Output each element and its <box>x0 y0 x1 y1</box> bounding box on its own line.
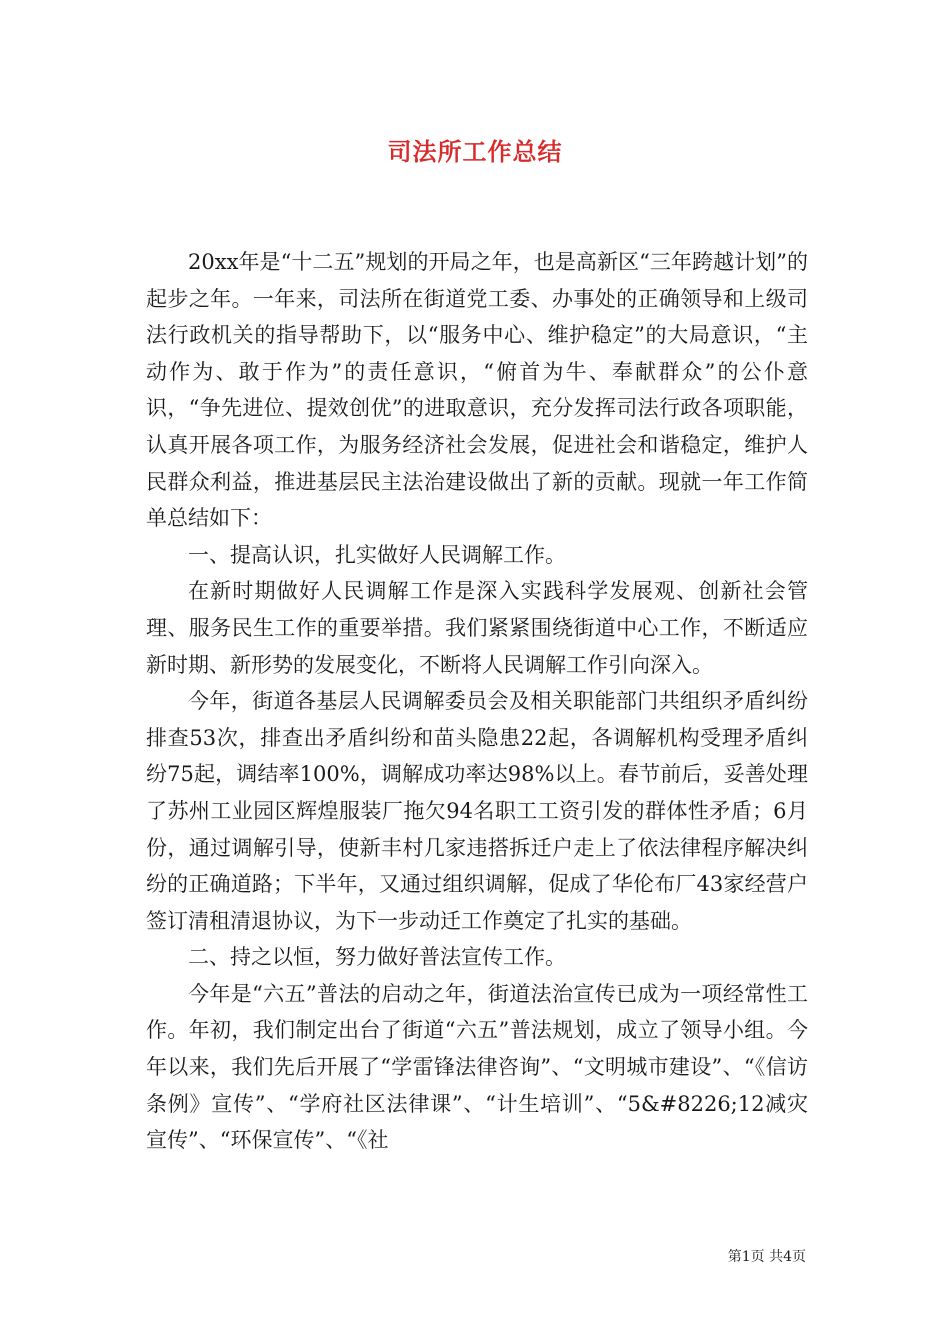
document-title: 司法所工作总结 <box>387 138 563 166</box>
paragraph-mediation-details: 今年，街道各基层人民调解委员会及相关职能部门共组织矛盾纠纷排查53次，排查出矛盾纠纷和苗头隐患22起，各调解机构受理矛盾纠纷75起，调结率100%，调解成功率达98%以上。春节前后，妥善处理了苏州工业园区辉煌服装厂拖欠94名职工工资引发的群体性矛盾；6月份，通过调解引导，使新丰村几家违搭拆迁户走上了依法律程序解决纠纷的正确道路；下半年，又通过组织调解，促成了华伦布厂43家经营户签订清租清退协议，为下一步动迁工作奠定了扎实的基础。 <box>146 689 808 933</box>
section-heading-2: 二、持之以恒，努力做好普法宣传工作。 <box>188 945 566 970</box>
section-heading-1: 一、提高认识，扎实做好人民调解工作。 <box>188 542 566 567</box>
document-body <box>146 244 808 1159</box>
page-number-footer: 第1页 共4页 <box>727 1249 806 1265</box>
paragraph-mediation-overview: 在新时期做好人民调解工作是深入实践科学发展观、创新社会管理、服务民生工作的重要举措。我们紧紧围绕街道中心工作，不断适应新时期、新形势的发展变化，不断将人民调解工作引向深入。 <box>146 579 808 677</box>
paragraph-legal-publicity: 今年是“六五”普法的启动之年，街道法治宣传已成为一项经常性工作。年初，我们制定出台了街道“六五”普法规划，成立了领导小组。今年以来，我们先后开展了“学雷锋法律咨询”、“文明城市建设”、“《信访条例》宣传”、“学府社区法律课”、“计生培训”、“5&#8226;12减灾宣传”、“环保宣传”、“《社 <box>146 981 808 1153</box>
paragraph-intro: 20xx年是“十二五”规划的开局之年，也是高新区“三年跨越计划”的起步之年。一年来，司法所在街道党工委、办事处的正确领导和上级司法行政机关的指导帮助下，以“服务中心、维护稳定”的大局意识，“主动作为、敢于作为”的责任意识，“俯首为牛、奉献群众”的公仆意识，“争先进位、提效创优”的进取意识，充分发挥司法行政各项职能，认真开展各项工作，为服务经济社会发展，促进社会和谐稳定，维护人民群众利益，推进基层民主法治建设做出了新的贡献。现就一年工作简单总结如下： <box>146 250 808 531</box>
